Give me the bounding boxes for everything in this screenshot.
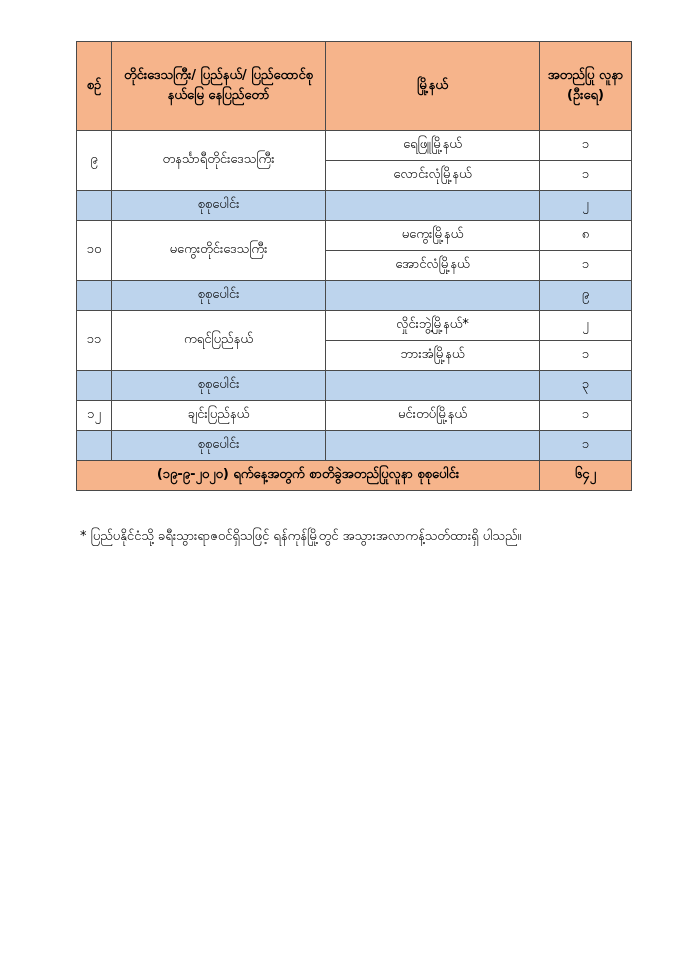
header-patient-count: အတည်ပြု လူနာ (ဦးရေ) xyxy=(540,42,632,131)
region-name: ကရင်ပြည်နယ် xyxy=(112,311,326,371)
township-name: ရေဖြူမြို့နယ် xyxy=(326,131,540,161)
subtotal-value: ၃ xyxy=(540,371,632,401)
region-name: တနင်္သာရီတိုင်းဒေသကြီး xyxy=(112,131,326,191)
row-number: ၁၁ xyxy=(77,311,112,371)
grand-total-label: (၁၉-၉-၂၀၂၀) ရက်နေ့အတွက် စာတိခွဲအတည်ပြုလူနာ စုစုပေါင်း xyxy=(77,461,540,491)
row-number: ၁၂ xyxy=(77,401,112,431)
subtotal-row xyxy=(77,191,632,221)
patient-count: ၁ xyxy=(540,131,632,161)
subtotal-value: ၂ xyxy=(540,191,632,221)
subtotal-value: ၁ xyxy=(540,431,632,461)
township-name: လောင်းလုံမြို့နယ် xyxy=(326,161,540,191)
grand-total-row xyxy=(77,461,632,491)
subtotal-row xyxy=(77,281,632,311)
patient-count: ၂ xyxy=(540,311,632,341)
township-name: လှိုင်းဘွဲ့မြို့နယ်* xyxy=(326,311,540,341)
table-row xyxy=(77,401,632,431)
subtotal-value: ၉ xyxy=(540,281,632,311)
row-number: ၉ xyxy=(77,131,112,191)
table-row xyxy=(77,221,632,251)
subtotal-label: စုစုပေါင်း xyxy=(112,371,326,401)
patient-count: ၈ xyxy=(540,221,632,251)
township-name: အောင်လံမြို့နယ် xyxy=(326,251,540,281)
township-name: မင်းတပ်မြို့နယ် xyxy=(326,401,540,431)
subtotal-row xyxy=(77,371,632,401)
region-name: မကွေးတိုင်းဒေသကြီး xyxy=(112,221,326,281)
township-name: မကွေးမြို့နယ် xyxy=(326,221,540,251)
grand-total-value: ၆၄၂ xyxy=(540,461,632,491)
subtotal-label: စုစုပေါင်း xyxy=(112,281,326,311)
footnote: * ပြည်ပနိုင်ငံသို့ ခရီးသွားရာဇဝင်ရှိသဖြင့် ရန်ကုန်မြို့တွင် အသွားအလာကန့်သတ်ထားရှိ ပါသည်။ xyxy=(80,529,522,544)
patient-count: ၁ xyxy=(540,341,632,371)
patient-count-table xyxy=(76,41,632,491)
region-name: ချင်းပြည်နယ် xyxy=(112,401,326,431)
row-number: ၁၀ xyxy=(77,221,112,281)
header-region: တိုင်းဒေသကြီး/ ပြည်နယ်/ ပြည်ထောင်စုနယ်မြေ နေပြည်တော် xyxy=(112,42,326,131)
table-row xyxy=(77,311,632,341)
table-row xyxy=(77,131,632,161)
table-header-row xyxy=(77,42,632,131)
patient-count: ၁ xyxy=(540,401,632,431)
patient-count: ၁ xyxy=(540,161,632,191)
header-township: မြို့နယ် xyxy=(326,42,540,131)
patient-count: ၁ xyxy=(540,251,632,281)
header-no: စဉ် xyxy=(77,42,112,131)
township-name: ဘားအံမြို့နယ် xyxy=(326,341,540,371)
subtotal-row xyxy=(77,431,632,461)
subtotal-label: စုစုပေါင်း xyxy=(112,431,326,461)
subtotal-label: စုစုပေါင်း xyxy=(112,191,326,221)
